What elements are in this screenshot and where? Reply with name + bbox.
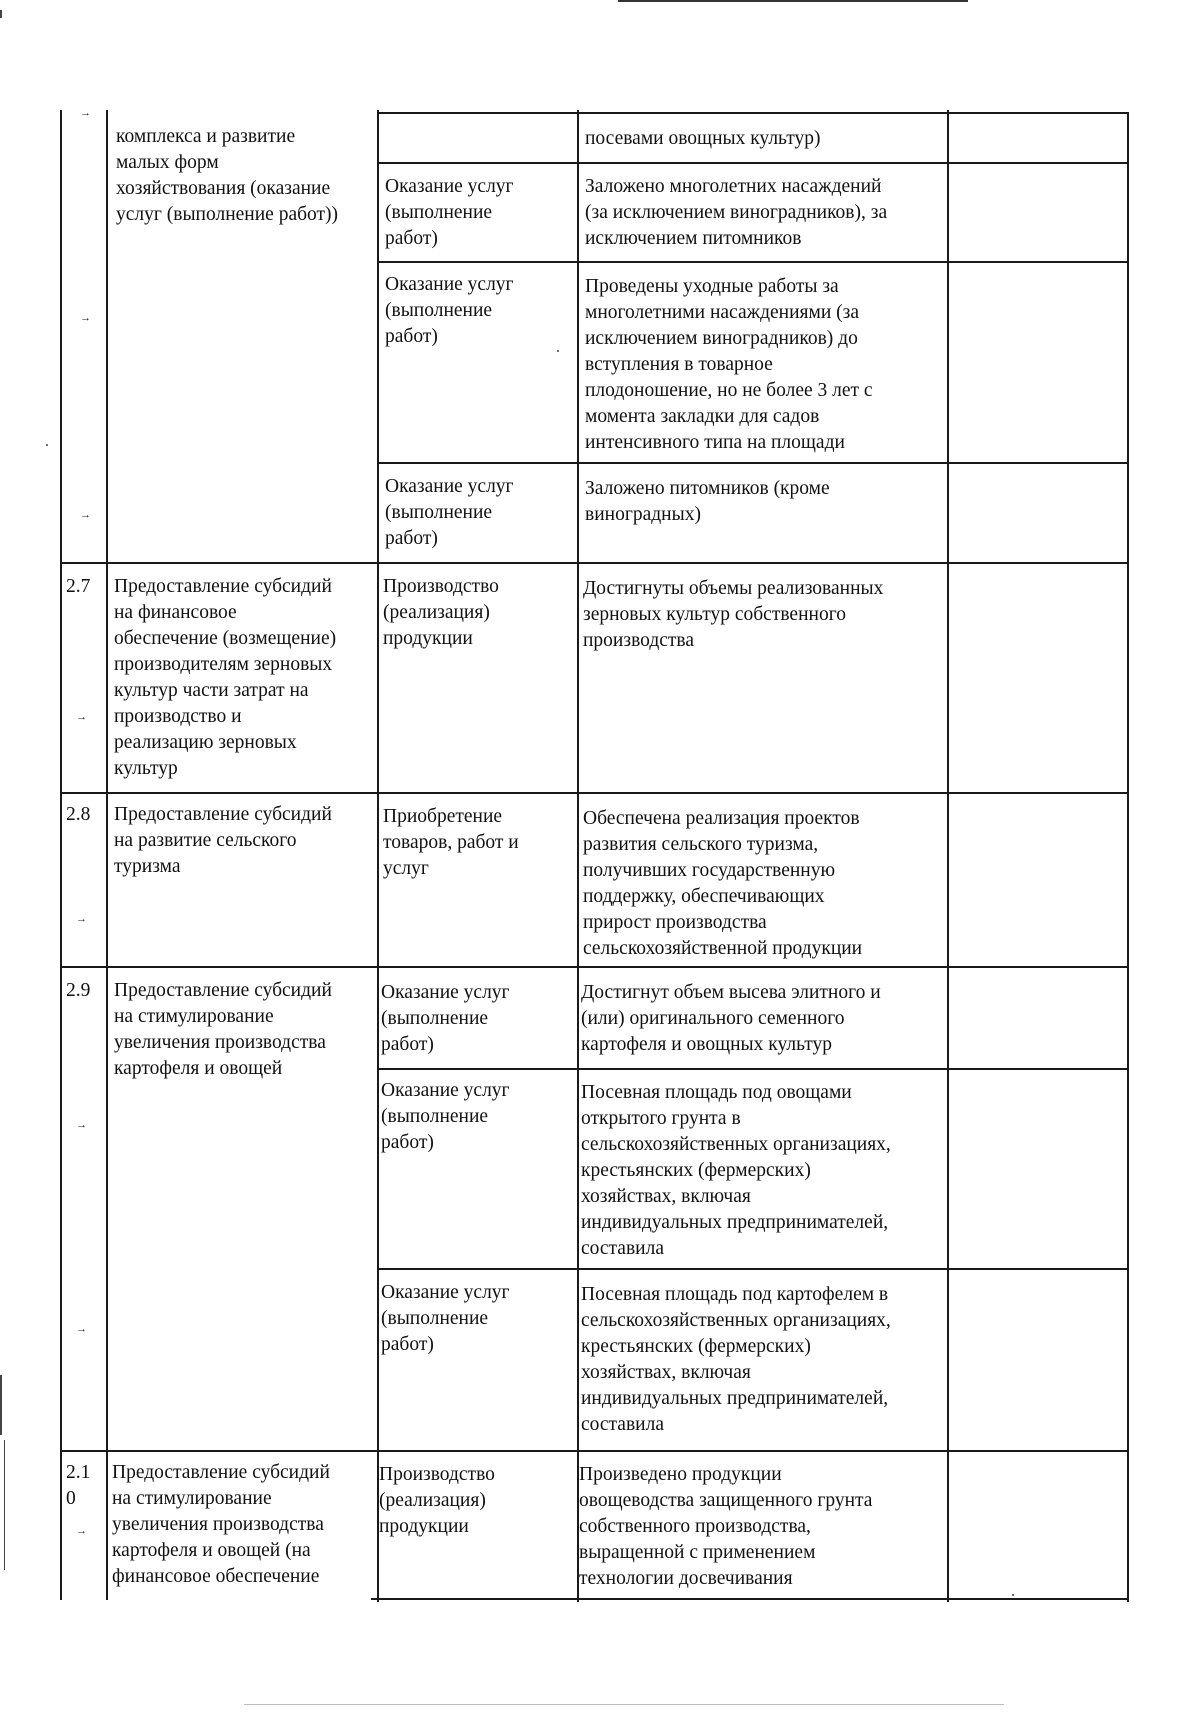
table-border-right [1127, 114, 1129, 1602]
type-cell: Производство (реализация) продукции [379, 1464, 495, 1537]
type-cell: Оказание услуг (выполнение работ) [381, 1080, 510, 1153]
row-divider [62, 966, 1129, 968]
type-cell: Оказание услуг (выполнение работ) [385, 476, 514, 549]
row-number: 2.9 [66, 980, 91, 1001]
margin-tick: → [80, 312, 91, 324]
margin-tick: → [76, 711, 87, 723]
col-divider-measure [377, 110, 379, 1602]
measure-cell: Предоставление субсидий на стимулирование увеличения производства картофеля и овощей (на финансовое обеспечение [112, 1462, 330, 1587]
type-cell: Оказание услуг (выполнение работ) [381, 1282, 510, 1355]
table-border-left [60, 110, 62, 1600]
type-cell: Оказание услуг (выполнение работ) [385, 176, 514, 249]
result-cell: Заложено питомников (кроме виноградных) [585, 478, 830, 525]
row-number: 2.7 [66, 576, 91, 597]
row-divider [379, 261, 1129, 263]
margin-tick: → [80, 509, 91, 521]
result-cell: Достигнут объем высева элитного и (или) оригинального семенного картофеля и овощных культур [581, 982, 881, 1055]
table-border-top [379, 112, 1129, 114]
margin-tick: → [76, 1525, 87, 1537]
margin-tick: → [76, 913, 87, 925]
margin-tick: → [76, 1119, 87, 1131]
scan-left-mark [0, 1375, 2, 1435]
margin-tick: → [76, 1323, 87, 1335]
row-divider [379, 162, 1129, 164]
result-cell: Посевная площадь под овощами открытого грунта в сельскохозяйственных организациях, крестьянских (фермерских) хозяйствах, включая индивидуальных предпринимателей, составила [581, 1082, 891, 1259]
scan-left-mark [4, 1440, 5, 1570]
scan-dot [1012, 1594, 1014, 1596]
measure-cell: Предоставление субсидий на стимулирование увеличения производства картофеля и овощей [114, 980, 332, 1079]
scan-top-line [618, 0, 968, 2]
row-divider [379, 462, 1129, 464]
row-divider [62, 1450, 1129, 1452]
row-divider [62, 562, 1129, 564]
result-cell: Произведено продукции овощеводства защищенного грунта собственного производства, выращенной с применением технологии досвечивания [579, 1464, 873, 1589]
col-divider-result [947, 110, 949, 1602]
row-number: 2.8 [66, 804, 91, 825]
row-divider [377, 1268, 1129, 1270]
type-cell: Производство (реализация) продукции [383, 576, 499, 649]
row-divider [377, 1068, 1129, 1070]
col-divider-num [106, 110, 108, 1600]
scan-left-mark [0, 10, 2, 18]
measure-cell: Предоставление субсидий на развитие сельского туризма [114, 804, 332, 877]
col-divider-type [577, 110, 579, 1602]
result-cell: Заложено многолетних насаждений (за исключением виноградников), за исключением питомников [585, 176, 888, 249]
table-border-bottom [371, 1598, 1129, 1600]
row-number: 2.1 0 [66, 1462, 91, 1509]
measure-cell: Предоставление субсидий на финансовое обеспечение (возмещение) производителям зерновых культур части затрат на производство и реализацию зерновых культур [114, 576, 337, 779]
result-cell: Посевная площадь под картофелем в сельскохозяйственных организациях, крестьянских (фермерских) хозяйствах, включая индивидуальных предпринимателей, составила [581, 1284, 891, 1435]
scan-dot [46, 444, 48, 446]
scan-bottom-line [244, 1704, 1004, 1705]
result-cell: Достигнуты объемы реализованных зерновых культур собственного производства [583, 578, 884, 651]
type-cell: Приобретение товаров, работ и услуг [383, 806, 519, 879]
type-cell: Оказание услуг (выполнение работ) [385, 274, 514, 347]
result-cell: Проведены уходные работы за многолетними насаждениями (за исключением виноградников) до вступления в товарное плодоношение, но не более 3 лет с момента закладки для садов интенсивного типа на площади [585, 276, 873, 453]
row-divider [62, 792, 1129, 794]
type-cell: Оказание услуг (выполнение работ) [381, 982, 510, 1055]
measure-cell: комплекса и развитие малых форм хозяйствования (оказание услуг (выполнение работ)) [116, 126, 339, 225]
result-cell: Обеспечена реализация проектов развития сельского туризма, получивших государственную поддержку, обеспечивающих прирост производства сельскохозяйственной продукции [583, 808, 863, 959]
margin-tick: → [80, 107, 91, 119]
result-cell: посевами овощных культур) [585, 128, 821, 149]
scan-dot [557, 350, 559, 352]
